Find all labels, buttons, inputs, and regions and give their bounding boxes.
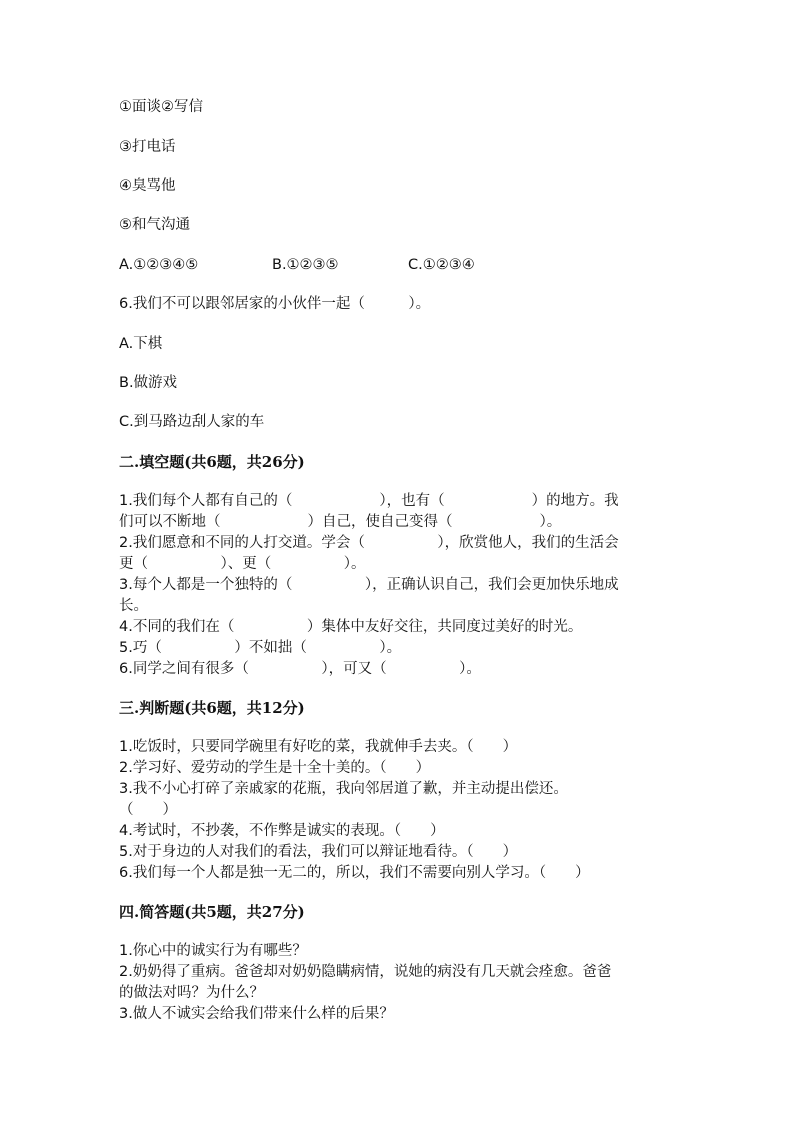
section-2-heading: 二.填空题(共6题，共26分) (119, 453, 305, 471)
q5-choice-2: ③打电话 (119, 139, 176, 155)
section-3-heading: 三.判断题(共6题，共12分) (119, 699, 305, 717)
fill-line: 1.我们每个人都有自己的（ ），也有（ ）的地方。我 (119, 493, 619, 509)
short-answer-line: 的做法对吗？为什么？ (119, 985, 264, 1001)
fill-line: 们可以不断地（ ）自己，使自己变得（ ）。 (119, 514, 562, 530)
short-answer-line: 1.你心中的诚实行为有哪些？ (119, 943, 307, 959)
fill-line: 更（ ）、更（ ）。 (119, 556, 366, 572)
fill-line: 4.不同的我们在（ ）集体中友好交往，共同度过美好的时光。 (119, 619, 583, 635)
judge-line: 2.学习好、爱劳动的学生是十全十美的。（ ） (119, 760, 431, 776)
judge-line: 5.对于身边的人对我们的看法，我们可以辩证地看待。（ ） (119, 844, 518, 860)
short-answer-line: 2.奶奶得了重病。爸爸却对奶奶隐瞒病情，说她的病没有几天就会痊愈。爸爸 (119, 964, 612, 980)
short-answer-line: 3.做人不诚实会给我们带来什么样的后果？ (119, 1006, 394, 1022)
q6-stem: 6.我们不可以跟邻居家的小伙伴一起（ ）。 (119, 296, 431, 312)
fill-line: 2.我们愿意和不同的人打交道。学会（ ），欣赏他人，我们的生活会 (119, 535, 619, 551)
judge-line: 1.吃饭时，只要同学碗里有好吃的菜，我就伸手去夹。（ ） (119, 739, 518, 755)
fill-line: 6.同学之间有很多（ ），可又（ ）。 (119, 661, 481, 677)
q5-choice-1: ①面谈②写信 (119, 99, 203, 115)
section-4-heading: 四.简答题(共5题，共27分) (119, 903, 305, 921)
fill-line: 5.巧（ ）不如拙（ ）。 (119, 640, 402, 656)
q5-choice-4: ⑤和气沟通 (119, 217, 190, 233)
q6-option-b: B.做游戏 (119, 375, 178, 391)
judge-line: （ ） (119, 802, 177, 818)
judge-line: 3.我不小心打碎了亲戚家的花瓶，我向邻居道了歉，并主动提出偿还。 (119, 781, 568, 797)
q6-option-a: A.下棋 (119, 336, 163, 352)
judge-line: 4.考试时，不抄袭，不作弊是诚实的表现。（ ） (119, 823, 445, 839)
q5-option-b: B.①②③⑤ (272, 257, 339, 273)
fill-line: 3.每个人都是一个独特的（ ），正确认识自己，我们会更加快乐地成 (119, 577, 619, 593)
q5-option-a: A.①②③④⑤ (119, 257, 199, 273)
judge-line: 6.我们每一个人都是独一无二的，所以，我们不需要向别人学习。（ ） (119, 865, 590, 881)
q5-option-c: C.①②③④ (408, 257, 475, 273)
q6-option-c: C.到马路边刮人家的车 (119, 414, 265, 430)
q5-choice-3: ④臭骂他 (119, 178, 176, 194)
fill-line: 长。 (119, 598, 148, 614)
